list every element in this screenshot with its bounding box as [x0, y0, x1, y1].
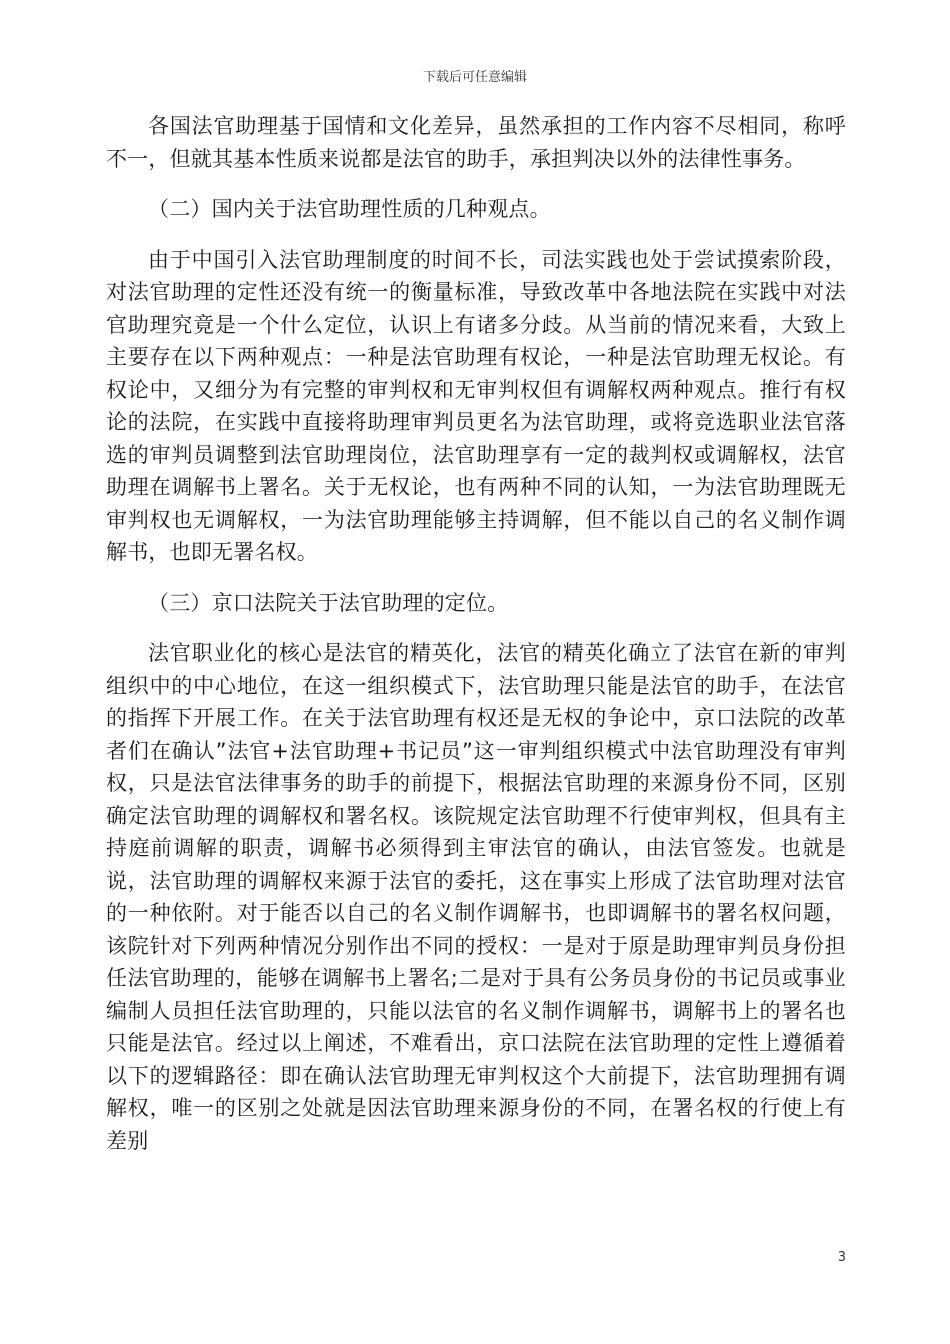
page-header: 下载后可任意编辑 — [422, 70, 527, 85]
section-heading-3: （三）京口法院关于法官助理的定位。 — [148, 590, 509, 615]
document-body — [106, 110, 846, 1157]
paragraph-jingkou-court: 法官职业化的核心是法官的精英化，法官的精英化确立了法官在新的审判组织中的中心地位，在这一组织模式下，法官助理只能是法官的助手，在法官的指挥下开展工作。在关于法官助理有权还是无权的争论中，京口法院的改革者们在确认”法官+法官助理+书记员”这一审判组织模式中法官助理没有审判权，只是法官法律事务的助手的前提下，根据法官助理的来源身份不同，区别确定法官助理的调解权和署名权。该院规定法官助理不行使审判权，但具有主持庭前调解的职责，调解书必须得到主审法官的确认，由法官签发。也就是说，法官助理的调解权来源于法官的委托，这在事实上形成了法官助理对法官的一种依附。对于能否以自己的名义制作调解书，也即调解书的署名权问题，该院针对下列两种情况分别作出不同的授权：一是对于原是助理审判员身份担任法官助理的，能够在调解书上署名;二是对于具有公务员身份的书记员或事业编制人员担任法官助理的，只能以法官的名义制作调解书，调解书上的署名也只能是法官。经过以上阐述，不难看出，京口法院在法官助理的定性上遵循着以下的逻辑路径：即在确认法官助理无审判权这个大前提下，法官助理拥有调解权，唯一的区别之处就是因法官助理来源身份的不同，在署名权的行使上有差别 — [106, 641, 846, 1153]
page-number: 3 — [837, 1250, 846, 1265]
paragraph-domestic-views: 由于中国引入法官助理制度的时间不长，司法实践也处于尝试摸索阶段，对法官助理的定性还没有统一的衡量标准，导致改革中各地法院在实践中对法官助理究竟是一个什么定位，认识上有诸多分歧。从当前的情况来看，大致上主要存在以下两种观点：一种是法官助理有权论，一种是法官助理无权论。有权论中，又细分为有完整的审判权和无审判权但有调解权两种观点。推行有权论的法院，在实践中直接将助理审判员更名为法官助理，或将竞选职业法官落选的审判员调整到法官助理岗位，法官助理享有一定的裁判权或调解权，法官助理在调解书上署名。关于无权论，也有两种不同的认知，一为法官助理既无审判权也无调解权，一为法官助理能够主持调解，但不能以自己的名义制作调解书，也即无署名权。 — [106, 247, 846, 564]
section-heading-2: （二）国内关于法官助理性质的几种观点。 — [148, 197, 551, 221]
paragraph-intro: 各国法官助理基于国情和文化差异，虽然承担的工作内容不尽相同，称呼不一，但就其基本性质来说都是法官的助手，承担判决以外的法律性事务。 — [106, 114, 846, 171]
